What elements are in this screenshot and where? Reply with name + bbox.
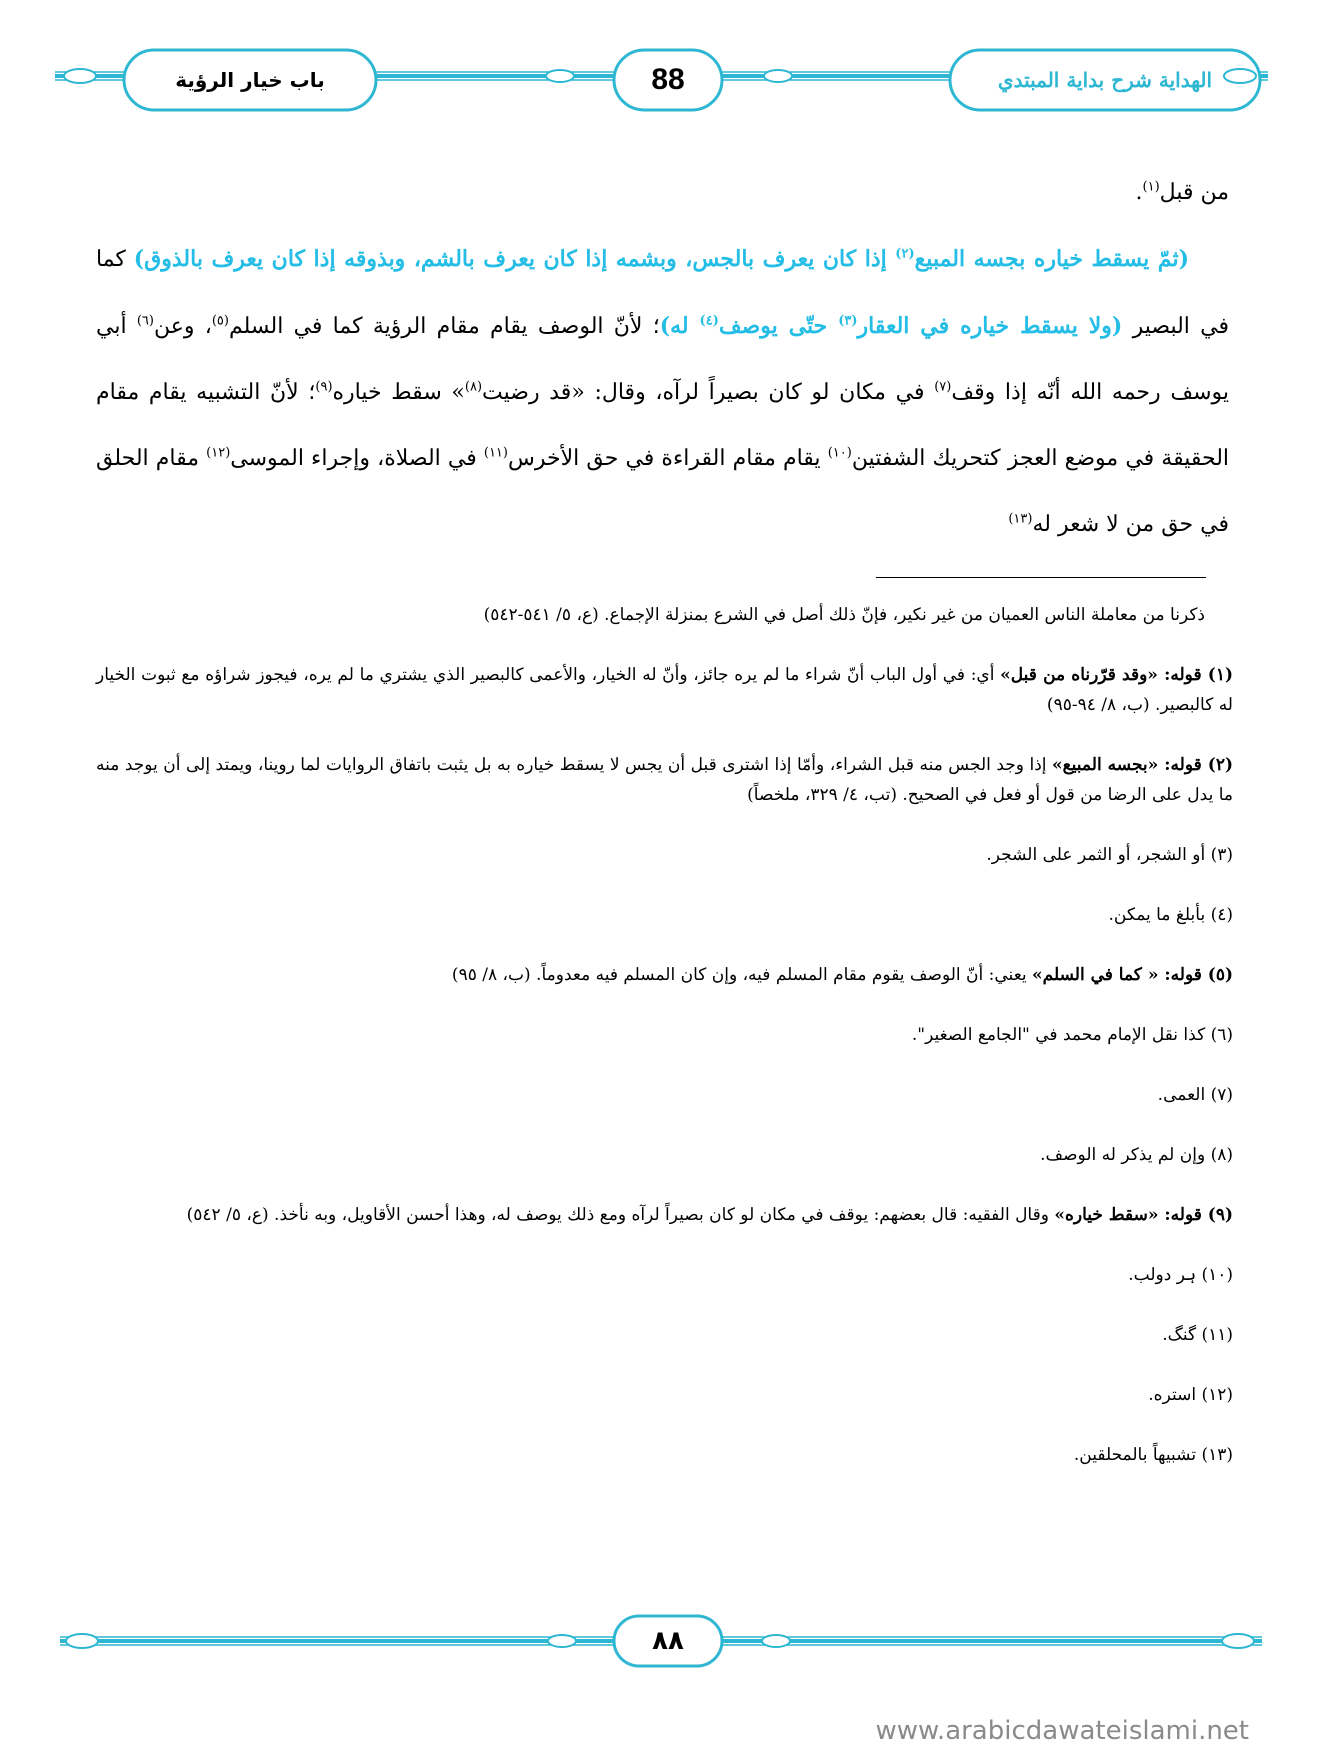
- footnote-7: (٧) العمى.: [1157, 1085, 1233, 1105]
- footnote-number: (٩) قوله:: [1158, 1205, 1233, 1225]
- footnote-ref-3: (٣): [838, 313, 858, 329]
- matn-text: (ثمّ يسقط خياره بجسه المبيع: [914, 246, 1189, 272]
- main-text: [96, 160, 1229, 558]
- footnote-text: أي: في أول الباب أنّ شراء ما لم يره جائز، وأنّ له الخيار، والأعمى كالبصير الذي يشتري ما لم يره، فيجوز شراؤه مع ثبوت الخيار له كالبصير. (ب، ٨/ ٩٤-٩٥): [96, 665, 1233, 715]
- line1-text: من قبل: [1159, 180, 1229, 205]
- footnote-ref-11: (١١): [483, 445, 508, 461]
- footnote-ref-9: (٩): [315, 379, 333, 395]
- footnote-ref-10: (١٠): [827, 445, 852, 461]
- footnote-number: (٢) قوله:: [1158, 755, 1234, 775]
- footnote-6: (٦) كذا نقل الإمام محمد في "الجامع الصغير".: [911, 1025, 1233, 1045]
- matn-text: له): [659, 313, 700, 339]
- footnote-quote: «وقد قرّرناه من قبل»: [1000, 665, 1158, 685]
- sharh-text: ؛ لأنّ التشبيه يقام مقام الحقيقة في موضع العجز كتحريك الشفتين: [96, 380, 1230, 471]
- footnote-12: (١٢) استره.: [1148, 1385, 1233, 1405]
- footnote-carryover: ذكرنا من معاملة الناس العميان من غير نكير، فإنّ ذلك أصل في الشرع بمنزلة الإجماع. (ع، ٥/ ٥٤١-٥٤٢): [483, 605, 1205, 625]
- footnote-4: (٤) بأبلغ ما يمكن.: [1108, 905, 1233, 925]
- footnote-ref-2: (٢): [895, 246, 915, 262]
- sharh-text: يقام مقام القراءة في حق الأخرس: [508, 446, 828, 471]
- footnote-number: (٥) قوله:: [1158, 965, 1233, 985]
- sharh-text: في الصلاة، وإجراء الموسى: [230, 446, 484, 471]
- page-header: [0, 0, 1319, 150]
- footnote-13: (١٣) تشبيهاً بالمحلقين.: [1073, 1445, 1233, 1465]
- footnote-quote: « كما في السلم»: [1032, 965, 1159, 985]
- footnote-1: [96, 660, 1233, 720]
- footnote-ref-8: (٨): [464, 379, 483, 395]
- paragraph-1: من قبل$^{(١)}$.: [1135, 179, 1229, 205]
- footnote-11: (١١) گنگ.: [1162, 1325, 1233, 1345]
- footnote-ref-6: (٦): [136, 313, 154, 329]
- sharh-text: ، وعن: [153, 314, 212, 339]
- footnote-text: وقال الفقيه: قال بعضهم: يوقف في مكان لو كان بصيراً لرآه ومع ذلك يوصف له، وهذا أحسن الأقاويل، وبه نأخذ. (ع، ٥/ ٥٤٢): [186, 1205, 1055, 1225]
- matn-text: (ولا يسقط خياره في العقار: [857, 313, 1123, 339]
- sharh-text: مقام الحلق في حق من لا شعر له: [96, 446, 1229, 537]
- footnote-9: [96, 1200, 1233, 1230]
- footnote-8: (٨) وإن لم يذكر له الوصف.: [1040, 1145, 1233, 1165]
- footnote-10: (١٠) ہر دولب.: [1128, 1265, 1233, 1285]
- page-footer: [0, 1600, 1319, 1680]
- footnote-text: يعني: أنّ الوصف يقوم مقام المسلم فيه، وإن كان المسلم فيه معدوماً. (ب، ٨/ ٩٥): [451, 965, 1033, 985]
- sharh-text: في مكان لو كان بصيراً لرآه، وقال: «قد رضيت: [482, 380, 935, 405]
- book-title: الهداية شرح بداية المبتدي: [997, 68, 1213, 92]
- footnote-ref-12: (١٢): [206, 445, 231, 461]
- footnote-5: [96, 960, 1233, 990]
- footnote-3: (٣) أو الشجر، أو الثمر على الشجر.: [986, 845, 1233, 865]
- footnote-divider: [876, 577, 1206, 578]
- sharh-text: أبي يوسف رحمه الله أنّه إذا وقف: [96, 314, 1230, 405]
- sharh-text: كما في البصير: [96, 247, 1230, 339]
- footnote-quote: «سقط خياره»: [1054, 1205, 1159, 1225]
- footnote-quote: «بجسه المبيع»: [1052, 755, 1159, 775]
- footnote-ref-5: (٥): [211, 313, 229, 329]
- footnotes: [96, 600, 1233, 1500]
- matn-text: إذا كان يعرف بالجس، وبشمه إذا كان يعرف بالشم، وبذوقه إذا كان يعرف بالذوق): [133, 246, 896, 272]
- footnote-ref-1: (١): [1142, 179, 1160, 195]
- sharh-text: ؛ لأنّ الوصف يقام مقام الرؤية كما في السلم: [228, 314, 660, 339]
- chapter-title: باب خيار الرؤية: [175, 68, 325, 92]
- footnote-text: إذا وجد الجس منه قبل الشراء، وأمّا إذا اشترى قبل أن يجس لا يسقط خياره به بل يثبت باتفاق الروايات لما روينا، ويمتد إلى أن يوجد منه ما يدل على الرضا من قول أو فعل في الصحيح. (تب، ٤/ ٣٢٩، ملخصاً): [96, 755, 1233, 805]
- footer-page-number: ٨٨: [652, 1626, 684, 1656]
- header-page-number: 88: [651, 63, 685, 96]
- footnote-ref-7: (٧): [934, 379, 952, 395]
- matn-text: حتّى يوصف: [718, 313, 839, 339]
- footnote-number: (١) قوله:: [1157, 665, 1233, 685]
- footnote-ref-13: (١٣): [1008, 511, 1033, 527]
- sharh-text: » سقط خياره: [332, 380, 465, 405]
- footnote-ref-4: (٤): [699, 313, 719, 329]
- footnote-2: [96, 750, 1233, 810]
- website-url: www.arabicdawateislami.net: [875, 1716, 1249, 1746]
- paragraph-2: [96, 226, 1229, 558]
